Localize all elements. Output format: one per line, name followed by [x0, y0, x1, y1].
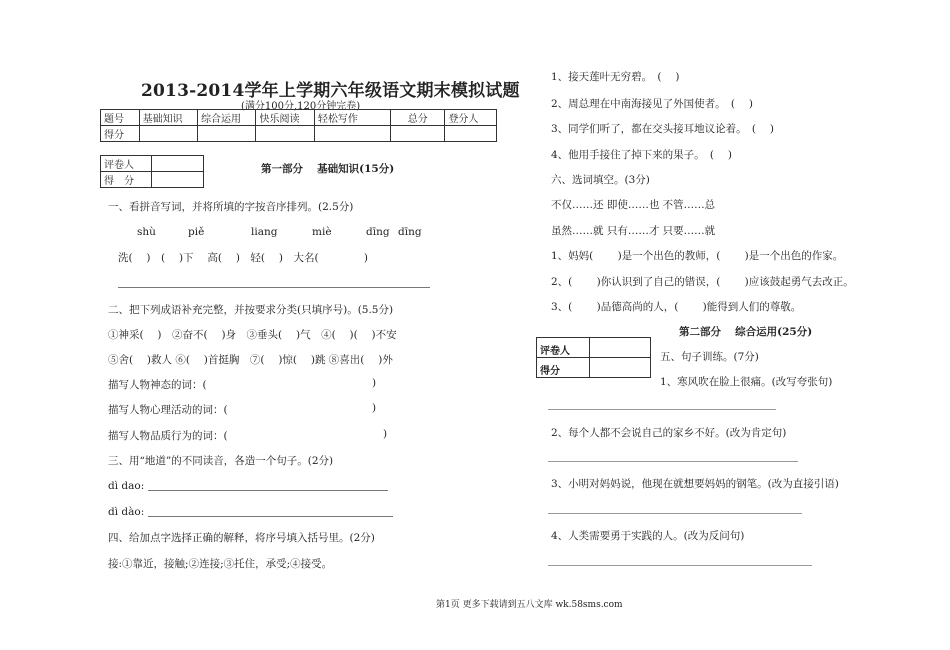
- q6-sentence[interactable]: 3、( )品德高尚的人，( )能得到人们的尊敬。: [551, 301, 802, 313]
- score-header: 综合运用: [198, 110, 256, 126]
- pinyin: liang: [251, 226, 278, 238]
- grader-score-label: 得 分: [101, 172, 152, 188]
- q5-text: 五、句子训练。(7分): [660, 351, 759, 363]
- q4-item[interactable]: 3、同学们听了，都在交头接耳地议论着。 ( ): [551, 123, 774, 135]
- exam-subtitle: (满分100分,120分钟完卷): [241, 101, 361, 112]
- category-close: ): [372, 377, 377, 389]
- reviewer-cell[interactable]: [152, 156, 204, 172]
- score-row-label: 得分: [101, 126, 140, 142]
- score-cell[interactable]: [390, 126, 444, 142]
- grader-score-label: 得分: [537, 358, 590, 378]
- score-header: 快乐阅读: [256, 110, 314, 126]
- reviewer-cell[interactable]: [590, 338, 651, 358]
- order-answer-line[interactable]: [118, 287, 430, 288]
- q5-sentence-2: 2、每个人都不会说自己的家乡不好。(改为肯定句): [551, 427, 787, 439]
- grader-score-cell[interactable]: [152, 172, 204, 188]
- score-header: 登分人: [445, 110, 497, 126]
- score-header: 总分: [390, 110, 444, 126]
- score-cell[interactable]: [445, 126, 497, 142]
- q5-answer-line-1[interactable]: [548, 409, 776, 410]
- reviewer-label: 评卷人: [537, 338, 590, 358]
- idiom-line-1[interactable]: ①神采( ) ②奋不( )身 ③垂头( )气 ④( )( )不安: [108, 329, 397, 341]
- q4-options: 接:①靠近，接触;②连接;③托住，承受;④接受。: [108, 558, 333, 570]
- q4-item[interactable]: 1、接天莲叶无穷碧。 ( ): [551, 71, 680, 83]
- category-psychology: 描写人物心理活动的词：(: [108, 404, 228, 416]
- idiom-line-2[interactable]: ⑤舍( )救人 ⑥( )首挺胸 ⑦( )惊( )跳 ⑧喜出( )外: [108, 354, 393, 366]
- q5-answer-line-2[interactable]: [548, 461, 798, 462]
- q5-sentence-3: 3、小明对妈妈说，他现在就想要妈妈的钢笔。(改为直接引语): [551, 478, 839, 490]
- q3-answer-line-b[interactable]: [148, 516, 393, 517]
- category-close: ): [372, 402, 377, 414]
- pinyin: dīng: [398, 226, 422, 238]
- part2-heading: 第二部分 综合运用(25分): [679, 326, 813, 338]
- q3-reading-b: dì dào:: [108, 506, 145, 518]
- q5-sentence-1: 1、寒风吹在脸上很痛。(改写夸张句): [660, 376, 833, 388]
- score-cell[interactable]: [314, 126, 390, 142]
- word-choices-2: 虽然……就 只有……才 只要……就: [551, 225, 716, 237]
- grader-box-2: [536, 337, 651, 378]
- q6-sentence[interactable]: 2、( )你认识到了自己的错误，( )应该鼓起勇气去改正。: [551, 276, 854, 288]
- q5-answer-line-3[interactable]: [548, 513, 802, 514]
- score-header: 基础知识: [139, 110, 197, 126]
- score-header: 轻松写作: [314, 110, 390, 126]
- word-choices-1: 不仅……还 即使……也 不管……总: [551, 199, 716, 211]
- score-header: 题号: [101, 110, 140, 126]
- pinyin: dīng: [366, 226, 390, 238]
- q5-sentence-4: 4、人类需要勇于实践的人。(改为反问句): [551, 530, 745, 542]
- q6-text: 六、选词填空。(3分): [551, 174, 650, 186]
- category-character: 描写人物品质行为的词：(: [108, 430, 228, 442]
- exam-title: 2013-2014学年上学期六年级语文期末模拟试题: [141, 81, 520, 101]
- reviewer-label: 评卷人: [101, 156, 152, 172]
- q4-item[interactable]: 2、周总理在中南海接见了外国使者。 ( ): [551, 98, 753, 110]
- page-footer: 第1页 更多下载请到五八文库 wk.58sms.com: [436, 600, 623, 610]
- q5-answer-line-4[interactable]: [548, 565, 812, 566]
- q1-blanks[interactable]: 洗( ) ( )下 高( ) 轻( ) 大名( ): [118, 252, 368, 264]
- score-cell[interactable]: [198, 126, 256, 142]
- category-expression: 描写人物神态的词：(: [108, 379, 207, 391]
- part1-heading: 第一部分 基础知识(15分): [261, 163, 395, 175]
- q3-answer-line-a[interactable]: [148, 490, 388, 491]
- q4-item[interactable]: 4、他用手接住了掉下来的果子。 ( ): [551, 149, 732, 161]
- grader-box: [100, 155, 204, 188]
- category-close: ): [383, 428, 388, 440]
- q6-sentence[interactable]: 1、妈妈( )是一个出色的教师，( )是一个出色的作家。: [551, 250, 844, 262]
- q4-text: 四、给加点字选择正确的解释，将序号填入括号里。(2分): [108, 532, 375, 544]
- q1-text: 一、看拼音写词，并将所填的字按音序排列。(2.5分): [108, 201, 354, 213]
- pinyin: shù: [137, 226, 156, 238]
- q3-reading-a: dì dao:: [108, 480, 145, 492]
- score-cell[interactable]: [139, 126, 197, 142]
- grader-score-cell[interactable]: [590, 358, 651, 378]
- q2-text: 二、把下列成语补充完整，并按要求分类(只填序号)。(5.5分): [108, 304, 394, 316]
- pinyin: miè: [312, 226, 332, 238]
- score-table: [100, 109, 497, 142]
- score-cell[interactable]: [256, 126, 314, 142]
- pinyin: piě: [188, 226, 205, 238]
- q3-text: 三、用“地道”的不同读音，各造一个句子。(2分): [108, 455, 334, 467]
